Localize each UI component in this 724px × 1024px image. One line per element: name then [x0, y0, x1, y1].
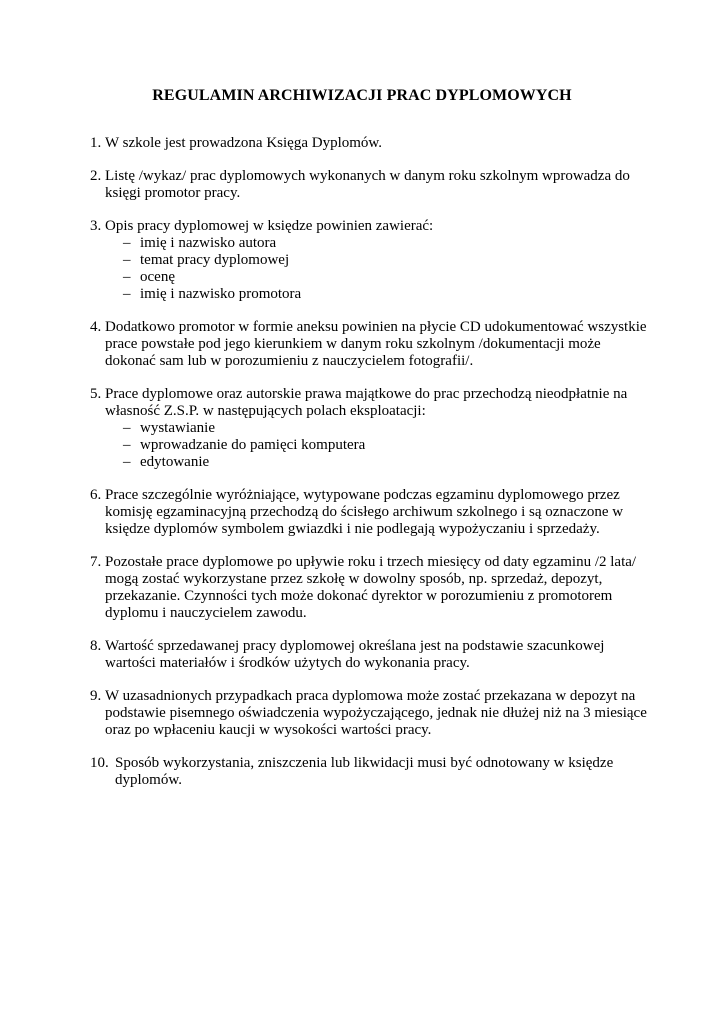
sub-list-item: [123, 252, 650, 269]
item-text: W szkole jest prowadzona Księga Dyplomów.: [105, 135, 383, 151]
item-text: Pozostałe prace dyplomowe po upływie roku i trzech miesięcy od daty egzaminu /2 lata/ mogą zostać wykorzystane przez szkołę w dowolny sposób, np. sprzedaż, depozyt, przekazanie. Czynności tych może dokonać dyrektor w porozumieniu z promotorem dyplomu i nauczycielem zawodu.: [105, 554, 637, 621]
item-text: Dodatkowo promotor w formie aneksu powinien na płycie CD udokumentować wszystkie prace powstałe pod jego kierunkiem w danym roku szkolnym /dokumentacji może dokonać sam lub w porozumieniu z nauczycielem fotografii/.: [105, 319, 647, 369]
sub-list-item: [123, 269, 650, 286]
item-number: 4.: [90, 319, 102, 335]
regulation-list: [90, 135, 650, 805]
list-item: [90, 487, 650, 538]
item-number: 8.: [90, 638, 102, 654]
sub-list-item: [123, 437, 650, 454]
dash-bullet: –: [123, 437, 131, 453]
list-item: [90, 386, 650, 471]
sub-item-text: imię i nazwisko autora: [140, 235, 277, 251]
item-number: 5.: [90, 386, 102, 402]
item-text: Prace szczególnie wyróżniające, wytypowane podczas egzaminu dyplomowego przez komisję egzaminacyjną przechodzą do ścisłego archiwum szkolnego i są oznaczone w księdze dyplomów symbolem gwiazdki i nie podlegają wypożyczaniu i sprzedaży.: [105, 487, 624, 537]
item-number: 6.: [90, 487, 102, 503]
dash-bullet: –: [123, 252, 131, 268]
sub-list: [105, 420, 650, 471]
item-number: 10.: [90, 755, 109, 771]
item-text: Prace dyplomowe oraz autorskie prawa majątkowe do prac przechodzą nieodpłatnie na własność Z.S.P. w następujących polach eksploatacji:: [105, 386, 628, 419]
dash-bullet: –: [123, 269, 131, 285]
item-text: W uzasadnionych przypadkach praca dyplomowa może zostać przekazana w depozyt na podstawie pisemnego oświadczenia wypożyczającego, jednak nie dłużej niż na 3 miesiące oraz po wpłaceniu kaucji w wysokości wartości pracy.: [105, 688, 647, 738]
item-text: Sposób wykorzystania, zniszczenia lub likwidacji musi być odnotowany w księdze dyplomów.: [115, 755, 614, 788]
list-item: [90, 218, 650, 303]
sub-list-item: [123, 286, 650, 303]
document-title: REGULAMIN ARCHIWIZACJI PRAC DYPLOMOWYCH: [152, 87, 572, 104]
sub-item-text: ocenę: [140, 269, 175, 285]
dash-bullet: –: [123, 286, 131, 302]
item-number: 1.: [90, 135, 102, 151]
item-number: 2.: [90, 168, 102, 184]
list-item: [90, 688, 650, 739]
dash-bullet: –: [123, 420, 131, 436]
item-text: Opis pracy dyplomowej w księdze powinien zawierać:: [105, 218, 434, 234]
sub-list-item: [123, 235, 650, 252]
sub-list-item: [123, 454, 650, 471]
item-number: 9.: [90, 688, 102, 704]
sub-item-text: temat pracy dyplomowej: [140, 252, 290, 268]
sub-item-text: wystawianie: [140, 420, 215, 436]
item-text: Wartość sprzedawanej pracy dyplomowej określana jest na podstawie szacunkowej wartości materiałów i środków użytych do wykonania pracy.: [105, 638, 605, 671]
sub-list-item: [123, 420, 650, 437]
dash-bullet: –: [123, 235, 131, 251]
sub-item-text: wprowadzanie do pamięci komputera: [140, 437, 366, 453]
list-item: [90, 135, 650, 152]
dash-bullet: –: [123, 454, 131, 470]
item-number: 7.: [90, 554, 102, 570]
list-item: [90, 638, 650, 672]
sub-item-text: imię i nazwisko promotora: [140, 286, 302, 302]
list-item: [90, 319, 650, 370]
sub-item-text: edytowanie: [140, 454, 210, 470]
item-number: 3.: [90, 218, 102, 234]
list-item: [90, 755, 650, 789]
list-item: [90, 554, 650, 622]
sub-list: [105, 235, 650, 303]
item-text: Listę /wykaz/ prac dyplomowych wykonanych w danym roku szkolnym wprowadza do księgi promotor pracy.: [105, 168, 630, 201]
list-item: [90, 168, 650, 202]
